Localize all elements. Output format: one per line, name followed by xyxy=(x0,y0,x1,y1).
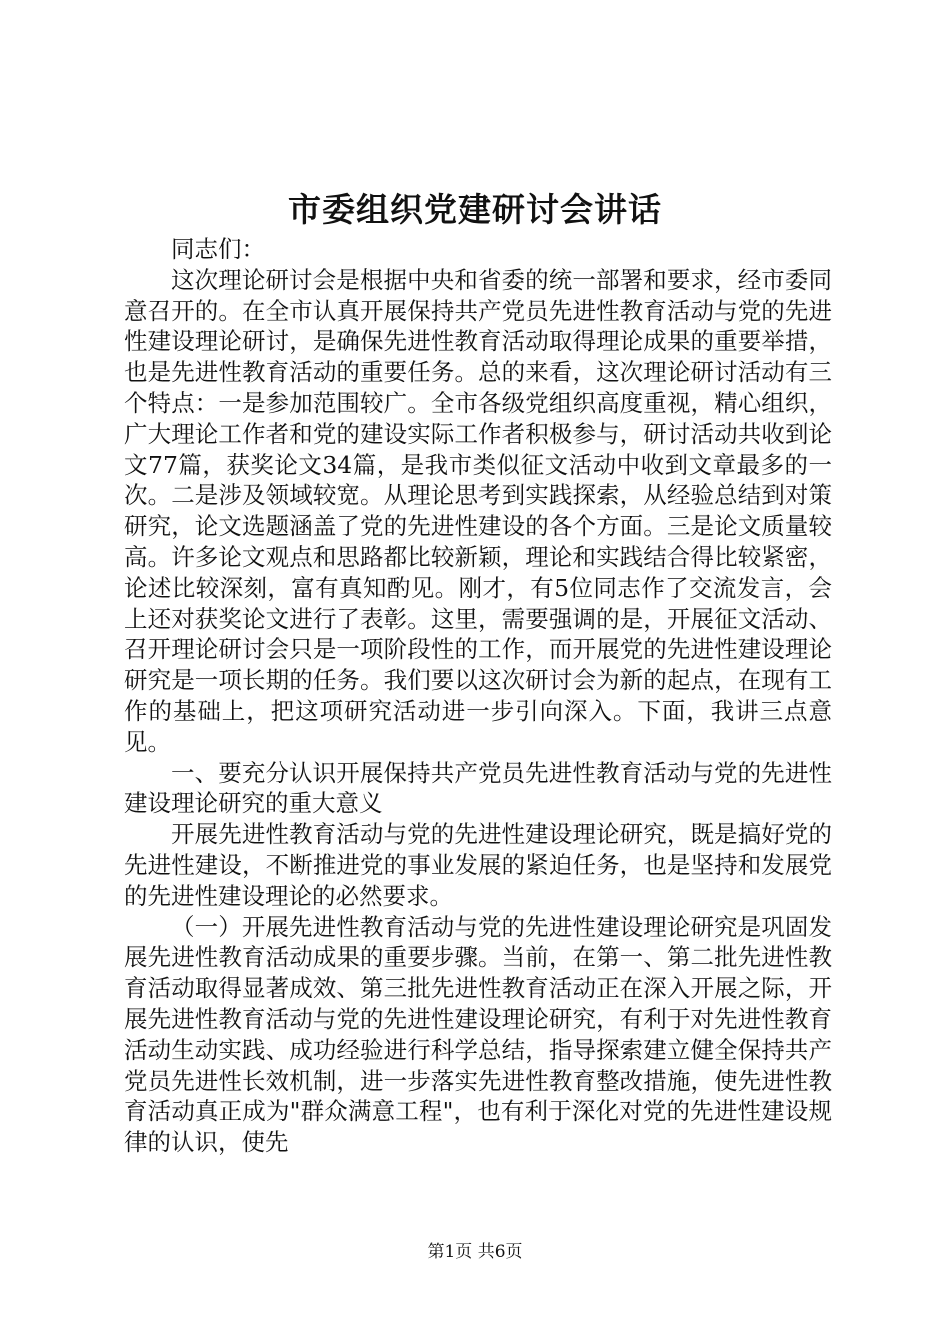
paragraph-subsection-1: （一）开展先进性教育活动与党的先进性建设理论研究是巩固发展先进性教育活动成果的重要步骤。当前，在第一、第二批先进性教育活动取得显著成效、第三批先进性教育活动正在深入开展之际，开展先进性教育活动与党的先进性建设理论研究，有利于对先进性教育活动生动实践、成功经验进行科学总结，指导探索建立健全保持共产党员先进性长效机制，进一步落实先进性教育整改措施，使先进性教育活动真正成为"群众满意工程"，也有利于深化对党的先进性建设规律的认识，使先 xyxy=(124,912,832,1157)
paragraph-intro: 这次理论研讨会是根据中央和省委的统一部署和要求，经市委同意召开的。在全市认真开展保持共产党员先进性教育活动与党的先进性建设理论研讨，是确保先进性教育活动取得理论成果的重要举措，也是先进性教育活动的重要任务。总的来看，这次理论研讨活动有三个特点：一是参加范围较广。全市各级党组织高度重视，精心组织，广大理论工作者和党的建设实际工作者积极参与，研讨活动共收到论文77篇，获奖论文34篇，是我市类似征文活动中收到文章最多的一次。二是涉及领域较宽。从理论思考到实践探索，从经验总结到对策研究，论文选题涵盖了党的先进性建设的各个方面。三是论文质量较高。许多论文观点和思路都比较新颖，理论和实践结合得比较紧密，论述比较深刻，富有真知酌见。刚才，有5位同志作了交流发言，会上还对获奖论文进行了表彰。这里，需要强调的是，开展征文活动、召开理论研讨会只是一项阶段性的工作，而开展党的先进性建设理论研究是一项长期的任务。我们要以这次研讨会为新的起点，在现有工作的基础上，把这项研究活动进一步引向深入。下面，我讲三点意见。 xyxy=(124,265,832,756)
page-number-footer: 第1页 共6页 xyxy=(427,1242,523,1262)
document-title: 市委组织党建研讨会讲话 xyxy=(288,190,662,229)
greeting: 同志们： xyxy=(171,235,265,263)
paragraph-section-1: 开展先进性教育活动与党的先进性建设理论研究，既是搞好党的先进性建设，不断推进党的事业发展的紧迫任务，也是坚持和发展党的先进性建设理论的必然要求。 xyxy=(124,820,832,910)
section-heading-1: 一、要充分认识开展保持共产党员先进性教育活动与党的先进性建设理论研究的重大意义 xyxy=(124,758,832,818)
document-body xyxy=(124,234,832,1158)
